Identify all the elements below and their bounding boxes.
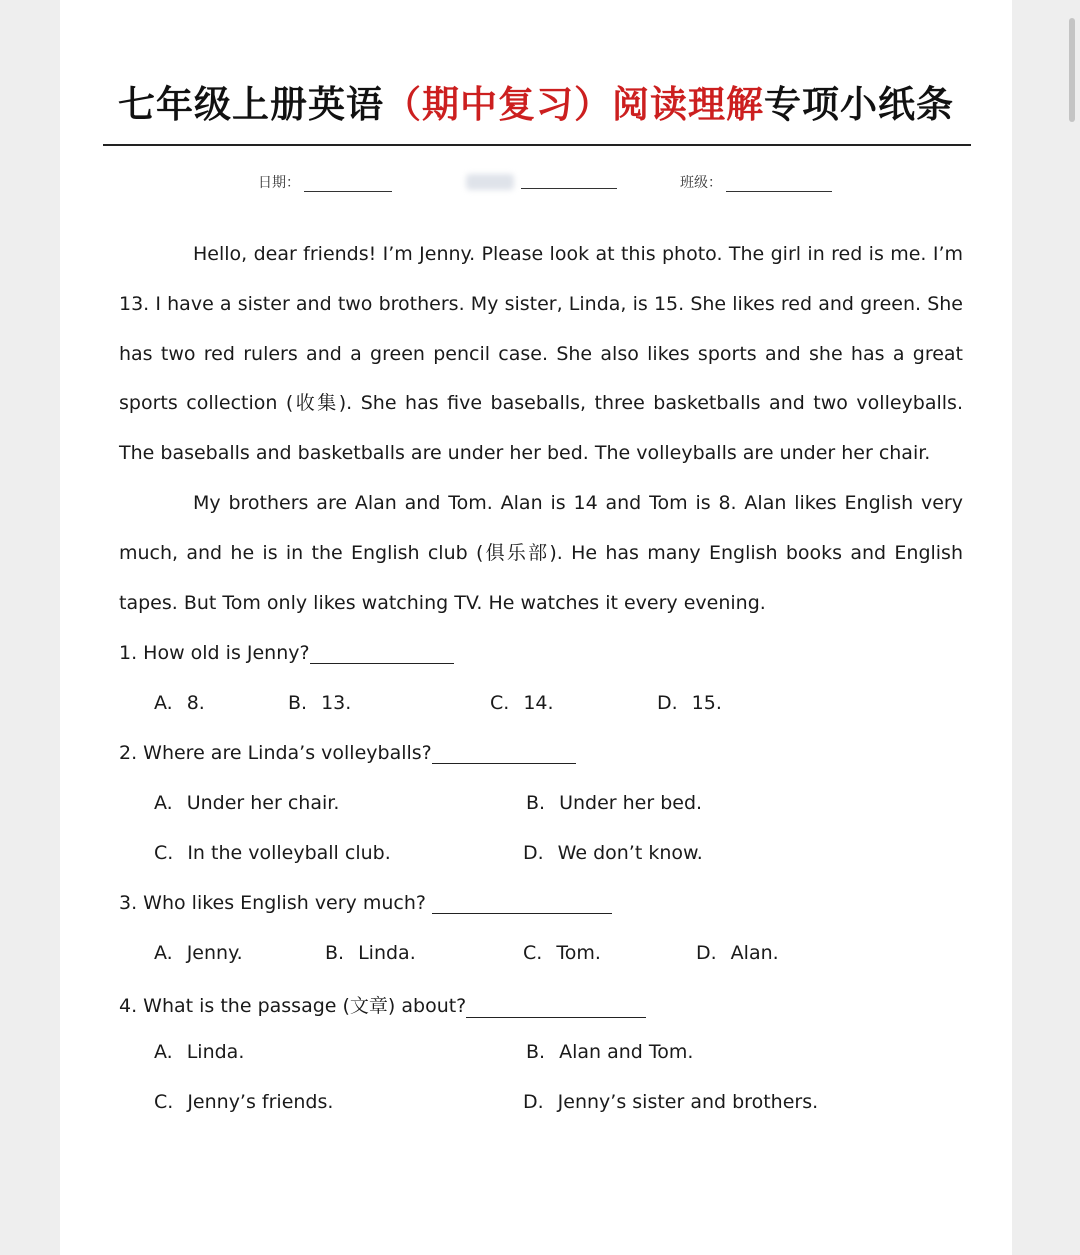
question-1-option-c: C. 14.: [490, 692, 554, 714]
passage-paragraph-1: Hello, dear friends! I’m Jenny. Please look at this photo. The girl in red is me. I’m 13. I have a sister and two brothers. My sister, Linda, is 15. She likes red and green. She has two red rulers and a green pencil case. She also likes sports and she has a great sports collection (收集). She has five baseballs, three basketballs and two volleyballs. The baseballs and basketballs are under her bed. The volleyballs are under her chair.: [119, 243, 963, 465]
passage-paragraph-2: My brothers are Alan and Tom. Alan is 14 and Tom is 8. Alan likes English very much, and he is in the English club (俱乐部). He has many English books and English tapes. But Tom only likes watching TV. He watches it every evening.: [119, 491, 963, 614]
question-3-text: 3. Who likes English very much?: [119, 892, 426, 914]
question-1-answer-blank: [310, 643, 454, 664]
date-field: [258, 172, 392, 192]
class-label: 班级：: [680, 175, 722, 191]
question-3-option-b: B. Linda.: [325, 942, 416, 964]
question-1-option-b: B. 13.: [288, 692, 352, 714]
question-2-option-d: D. We don’t know.: [523, 842, 703, 864]
question-4: [119, 991, 646, 1018]
question-3-option-d: D. Alan.: [696, 942, 779, 964]
question-4-option-c: C. Jenny’s friends.: [154, 1091, 334, 1113]
question-2-text: 2. Where are Linda’s volleyballs?: [119, 742, 432, 764]
question-2: [119, 742, 576, 764]
question-3-option-c: C. Tom.: [523, 942, 601, 964]
question-2-option-b: B. Under her bed.: [526, 792, 703, 814]
question-4-option-b: B. Alan and Tom.: [526, 1041, 694, 1063]
question-1-option-a: A. 8.: [154, 692, 205, 714]
name-field: [521, 172, 617, 189]
vertical-scrollbar[interactable]: [1069, 18, 1075, 122]
worksheet-page: [60, 0, 1012, 1255]
question-2-option-c: C. In the volleyball club.: [154, 842, 391, 864]
page-title: [104, 74, 968, 128]
question-2-answer-blank: [432, 743, 576, 764]
question-4-option-d: D. Jenny’s sister and brothers.: [523, 1091, 819, 1113]
question-3: [119, 892, 612, 914]
date-blank: [304, 175, 392, 192]
question-2-option-a: A. Under her chair.: [154, 792, 340, 814]
title-divider: [103, 144, 971, 146]
class-field: [680, 172, 832, 192]
reading-passage: [119, 230, 963, 628]
title-part3: 专项小纸条: [764, 82, 954, 126]
name-blank: [521, 172, 617, 189]
question-1: [119, 642, 454, 664]
question-4-option-a: A. Linda.: [154, 1041, 245, 1063]
name-label-blurred: [466, 174, 514, 190]
question-1-text: 1. How old is Jenny?: [119, 642, 310, 664]
question-4-answer-blank: [466, 997, 646, 1018]
question-3-answer-blank: [432, 893, 612, 914]
class-blank: [726, 175, 832, 192]
title-part2: （期中复习）阅读理解: [384, 82, 764, 126]
title-part1: 七年级上册英语: [118, 82, 384, 126]
question-3-option-a: A. Jenny.: [154, 942, 243, 964]
question-1-option-d: D. 15.: [657, 692, 722, 714]
question-4-text: 4. What is the passage (文章) about?: [119, 995, 467, 1017]
date-label: 日期：: [258, 175, 300, 191]
